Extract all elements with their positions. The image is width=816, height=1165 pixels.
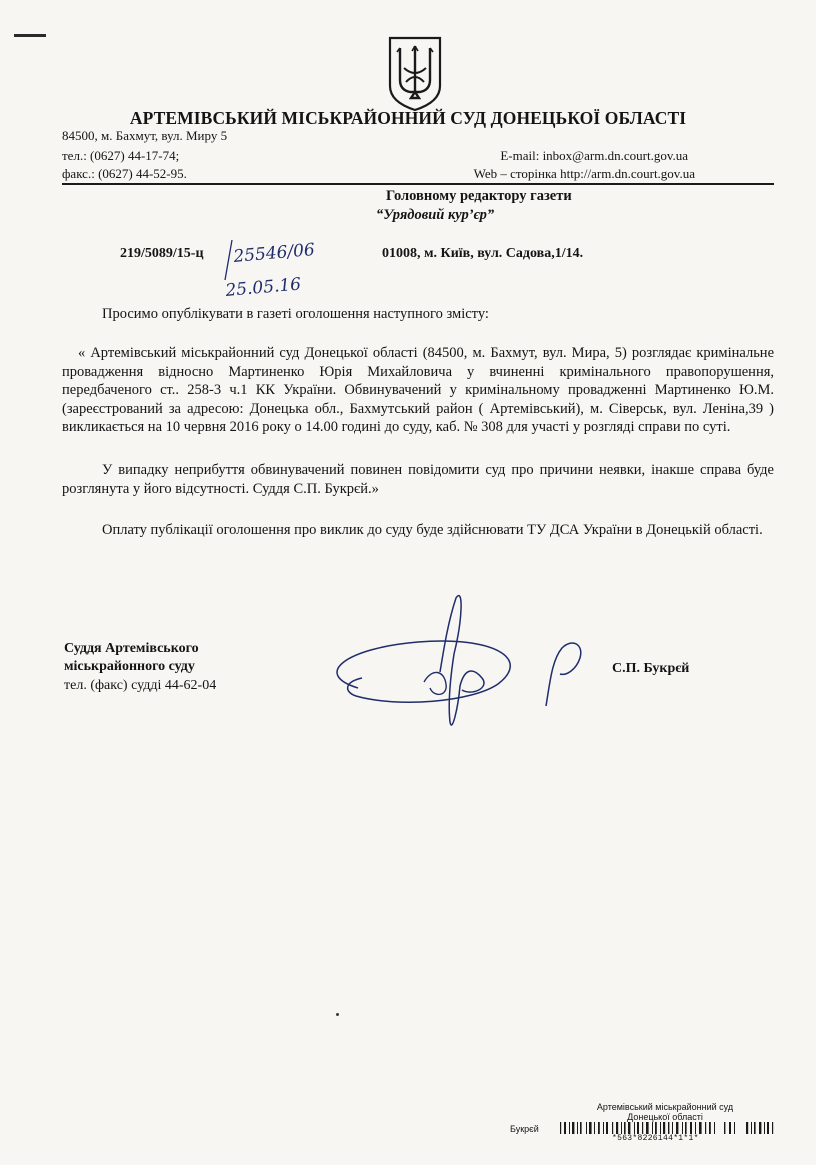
registry-barcode xyxy=(548,1122,776,1134)
scan-speck xyxy=(336,1013,339,1016)
signatory-title-line1: Суддя Артемівського xyxy=(64,641,199,656)
recipient-address: 01008, м. Київ, вул. Садова,1/14. xyxy=(382,246,584,261)
scan-mark xyxy=(14,34,46,37)
court-name: АРТЕМІВСЬКИЙ МІСЬКРАЙОННИЙ СУД ДОНЕЦЬКОЇ ОБЛАСТІ xyxy=(129,108,687,128)
payment-notice: Оплату публікації оголошення про виклик до суду буде здійснювати ТУ ДСА України в Донецькій області. xyxy=(102,522,763,538)
stamp-region: Донецької області xyxy=(627,1112,703,1122)
recipient-newspaper: “Урядовий кур’єр” xyxy=(376,207,495,223)
absence-notice: У випадку неприбуття обвинувачений повинен повідомити суд про причини неявки, інакше справа буде розглянута у його відсутності. Суддя С.П. Букрєй.» xyxy=(62,462,774,497)
announcement-content: « Артемівський міськрайонний суд Донецької області (84500, м. Бахмут, вул. Мира, 5) розглядає кримінальне провадження відносно Мартиненко Юрія Михайловича у вчиненні кримінального правопорушення, передбаченого ст.. 258-3 ч.1 КК України. Обвинувачений у кримінальному провадженні Мартиненко Ю.М. (зареєстрований за адресою: Донецька обл., Бахмутський район ( Артемівський), м. Сіверськ, вул. Леніна,39 ) викликається на 10 червня 2016 року о 14.00 годині до суду, каб. № 308 для участі у розгляді справи по суті. xyxy=(62,345,774,435)
stamp-court-name: Артемівський міськрайонний суд xyxy=(596,1102,734,1112)
signatory-phone: тел. (факс) судді 44-62-04 xyxy=(64,678,217,693)
registry-stamp xyxy=(570,1102,760,1122)
recipient-title: Головному редактору газети xyxy=(386,188,572,204)
court-email: E-mail: inbox@arm.dn.court.gov.ua xyxy=(500,148,688,163)
tryzub-emblem-icon xyxy=(386,34,444,112)
stamp-judge-label: Букрєй xyxy=(510,1124,539,1134)
handwritten-reg-date: 25.05.16 xyxy=(224,274,302,301)
court-fax: факс.: (0627) 44-52-95. xyxy=(62,166,187,181)
header-divider xyxy=(62,183,774,185)
signatory-name: С.П. Букрєй xyxy=(612,661,690,676)
handwritten-signature xyxy=(322,588,582,734)
court-address: 84500, м. Бахмут, вул. Миру 5 xyxy=(62,128,228,143)
signatory-title-line2: міськрайонного суду xyxy=(64,659,195,674)
handwritten-registration xyxy=(222,236,342,302)
court-website: Web – сторінка http://arm.dn.court.gov.ua xyxy=(473,166,695,181)
barcode-code: *563*8226144*1*1* xyxy=(612,1134,699,1143)
signatory-title xyxy=(64,640,199,676)
court-phone: тел.: (0627) 44-17-74; xyxy=(62,148,180,163)
handwritten-reg-number: 25546/06 xyxy=(232,239,316,267)
announcement-text xyxy=(62,344,774,437)
outgoing-number: 219/5089/15-ц xyxy=(120,246,204,261)
publication-request: Просимо опублікувати в газеті оголошення наступного змісту: xyxy=(102,306,489,322)
